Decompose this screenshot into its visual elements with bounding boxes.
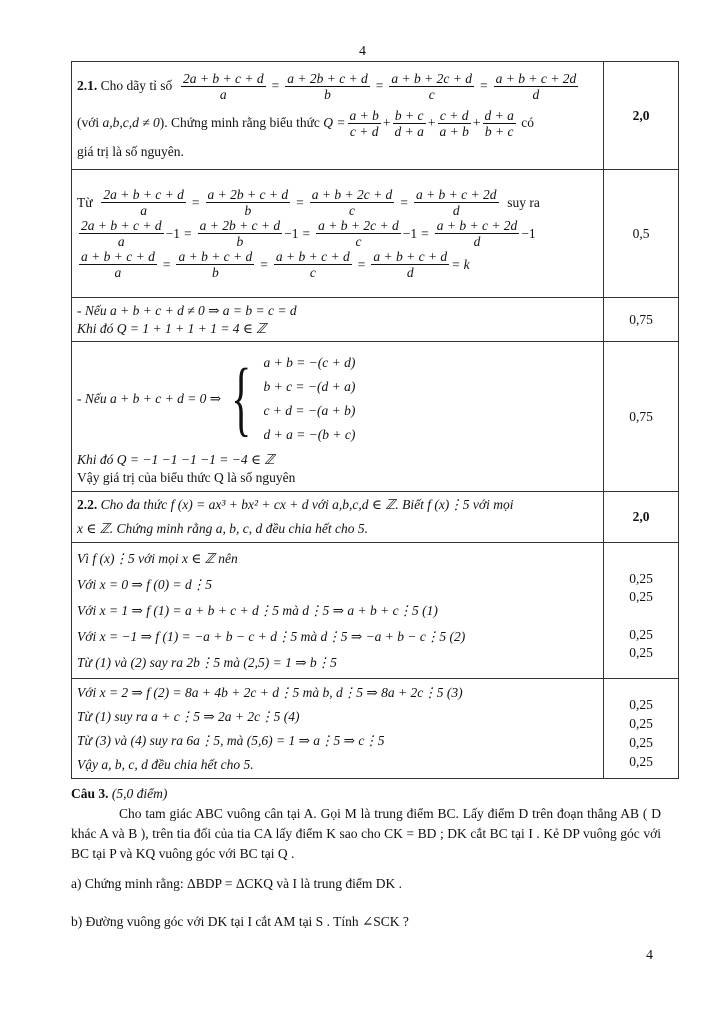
brace: { xyxy=(231,351,252,445)
score-cell: 2,0 xyxy=(604,492,679,543)
q-fraction: $\frac{a + b}{c + d}$ xyxy=(349,107,379,139)
score-cell: 2,0 xyxy=(604,62,679,170)
q-fraction: $\frac{c + d}{a + b}$ xyxy=(439,107,469,139)
proof-block-2: Với x = 2 ⇒ f (2) = 8a + 4b + 2c + d⋮5 mà b, d⋮5 ⇒ 8a + 2c⋮5 (3) Từ (1) suy ra a + c⋮5 ⇒ 2a + 2c⋮5 (4) Từ (3) và (4) suy ra 6a⋮5, mà (5,6) = 1 ⇒ a⋮5 ⇒ c⋮5 Vậy a, b, c, d đều chia hết cho 5. xyxy=(72,679,604,779)
page-number-top: 4 xyxy=(359,44,366,59)
q-fraction: $\frac{d + a}{b + c}$ xyxy=(484,107,514,139)
ratio-fraction: $\frac{2a + b + c + d}{a}$ xyxy=(183,70,264,102)
score-cell: 0,25 0,25 0,25 0,25 xyxy=(604,543,679,679)
ratio-fraction: $\frac{a + 2b + c + d}{b}$ xyxy=(287,70,368,102)
table-row xyxy=(72,170,679,298)
q-fraction: $\frac{b + c}{d + a}$ xyxy=(394,107,424,139)
table-row xyxy=(72,492,679,543)
table-row xyxy=(72,543,679,679)
question-body: Cho tam giác ABC vuông cân tại A. Gọi M là trung điểm BC. Lấy điểm D trên đoạn thẳng AB ( D khác A và B ), trên tia đối của tia CA lấy điểm K sao cho CK = BD ; DK cắt BC tại I . Kẻ DP vuông góc với BC tại P và KQ vuông góc với BC tại Q . xyxy=(71,806,661,861)
proof-block-1: Vì f (x)⋮5 với mọi x ∈ ℤ nên Với x = 0 ⇒ f (0) = d⋮5 Với x = 1 ⇒ f (1) = a + b + c + d⋮5 mà d⋮5 ⇒ a + b + c⋮5 (1) Với x = −1 ⇒ f (1) = −a + b − c + d⋮5 mà d⋮5 ⇒ −a + b − c⋮5 (2) Từ (1) và (2) say ra 2b⋮5 mà (2,5) = 1 ⇒ b⋮5 xyxy=(72,543,604,679)
equation-system: a + b = −(c + d) b + c = −(d + a) c + d = −(a + b) d + a = −(b + c) xyxy=(263,354,356,442)
score-cell: 0,5 xyxy=(604,170,679,298)
ratio-fraction: $\frac{a + b + c + 2d}{d}$ xyxy=(495,70,577,102)
question-title: Câu 3. xyxy=(71,786,109,801)
table-row xyxy=(72,298,679,342)
page-number-bottom: 4 xyxy=(646,948,653,963)
question-points: (5,0 điểm) xyxy=(111,786,168,801)
part-b: b) Đường vuông góc với DK tại I cắt AM tại S . Tính ∠SCK ? xyxy=(71,914,409,929)
case-1: - Nếu a + b + c + d ≠ 0 ⇒ a = b = c = d Khi đó Q = 1 + 1 + 1 + 1 = 4 ∈ ℤ xyxy=(72,298,604,342)
score-cell: 0,75 xyxy=(604,342,679,492)
problem-intro: Cho dãy tỉ số xyxy=(100,78,173,93)
solution-table xyxy=(71,61,679,779)
case-2: - Nếu a + b + c + d = 0 ⇒ { a + b = −(c + d) b + c = −(d + a) c + d = −(a + b) d + a = −(b + c) Khi đó Q = −1 −1 −1 −1 = −4 ∈ ℤ Vậy giá trị của biểu thức Q là số nguyên xyxy=(72,342,604,492)
problem-2-2-statement: 2.2. Cho đa thức f (x) = ax³ + bx² + cx + d với a,b,c,d ∈ ℤ. Biết f (x)⋮5 với mọi x ∈ ℤ. Chứng minh rằng a, b, c, d đều chia hết cho 5. xyxy=(72,492,604,543)
score-cell: 0,75 xyxy=(604,298,679,342)
table-row xyxy=(72,679,679,779)
table-row xyxy=(72,62,679,170)
problem-label: 2.1. xyxy=(77,78,98,93)
derivation-step: Từ $\frac{2a + b + c + d}{a}$ = $\frac{a + 2b + c + d}{b}$ = $\frac{a + b + 2c + d}{c}$ = $\frac{a + b + c + 2d}{d}$ suy ra $\frac{2a + b + c + d}{a}$ −1 = $\frac{a + 2b + c + d}{b}$ −1 = $\frac{a + b + 2c + d}{c}$ −1 = $\frac{a + b + c + 2d}{d}$ −1 $\frac{a + b + c + d}{a}$ = $\frac{a + b + c + d}{b}$ = $\frac{a + b + c + d}{c}$ = $\frac{a + b + c + d}{d}$ = k xyxy=(72,170,604,298)
question-3 xyxy=(71,784,661,932)
table-row xyxy=(72,342,679,492)
problem-2-1-statement: 2.1. Cho dãy tỉ số $\frac{2a + b + c + d}{a}$ = $\frac{a + 2b + c + d}{b}$ = $\frac{a + b + 2c + d}{c}$ = $\frac{a + b + c + 2d}{d}$ (với a,b,c,d ≠ 0 ). Chứng minh rằng biểu thức Q = $\frac{a + b}{c + d}$ + $\frac{b + c}{d + a}$ + $\frac{c + d}{a + b}$ + $\frac{d + a}{b + c}$ có giá trị là số nguyên. xyxy=(72,62,604,170)
part-a: a) Chứng minh rằng: ΔBDP = ΔCKQ và I là trung điểm DK . xyxy=(71,876,403,891)
ratio-fraction: $\frac{a + b + 2c + d}{c}$ xyxy=(391,70,472,102)
score-cell: 0,25 0,25 0,25 0,25 xyxy=(604,679,679,779)
